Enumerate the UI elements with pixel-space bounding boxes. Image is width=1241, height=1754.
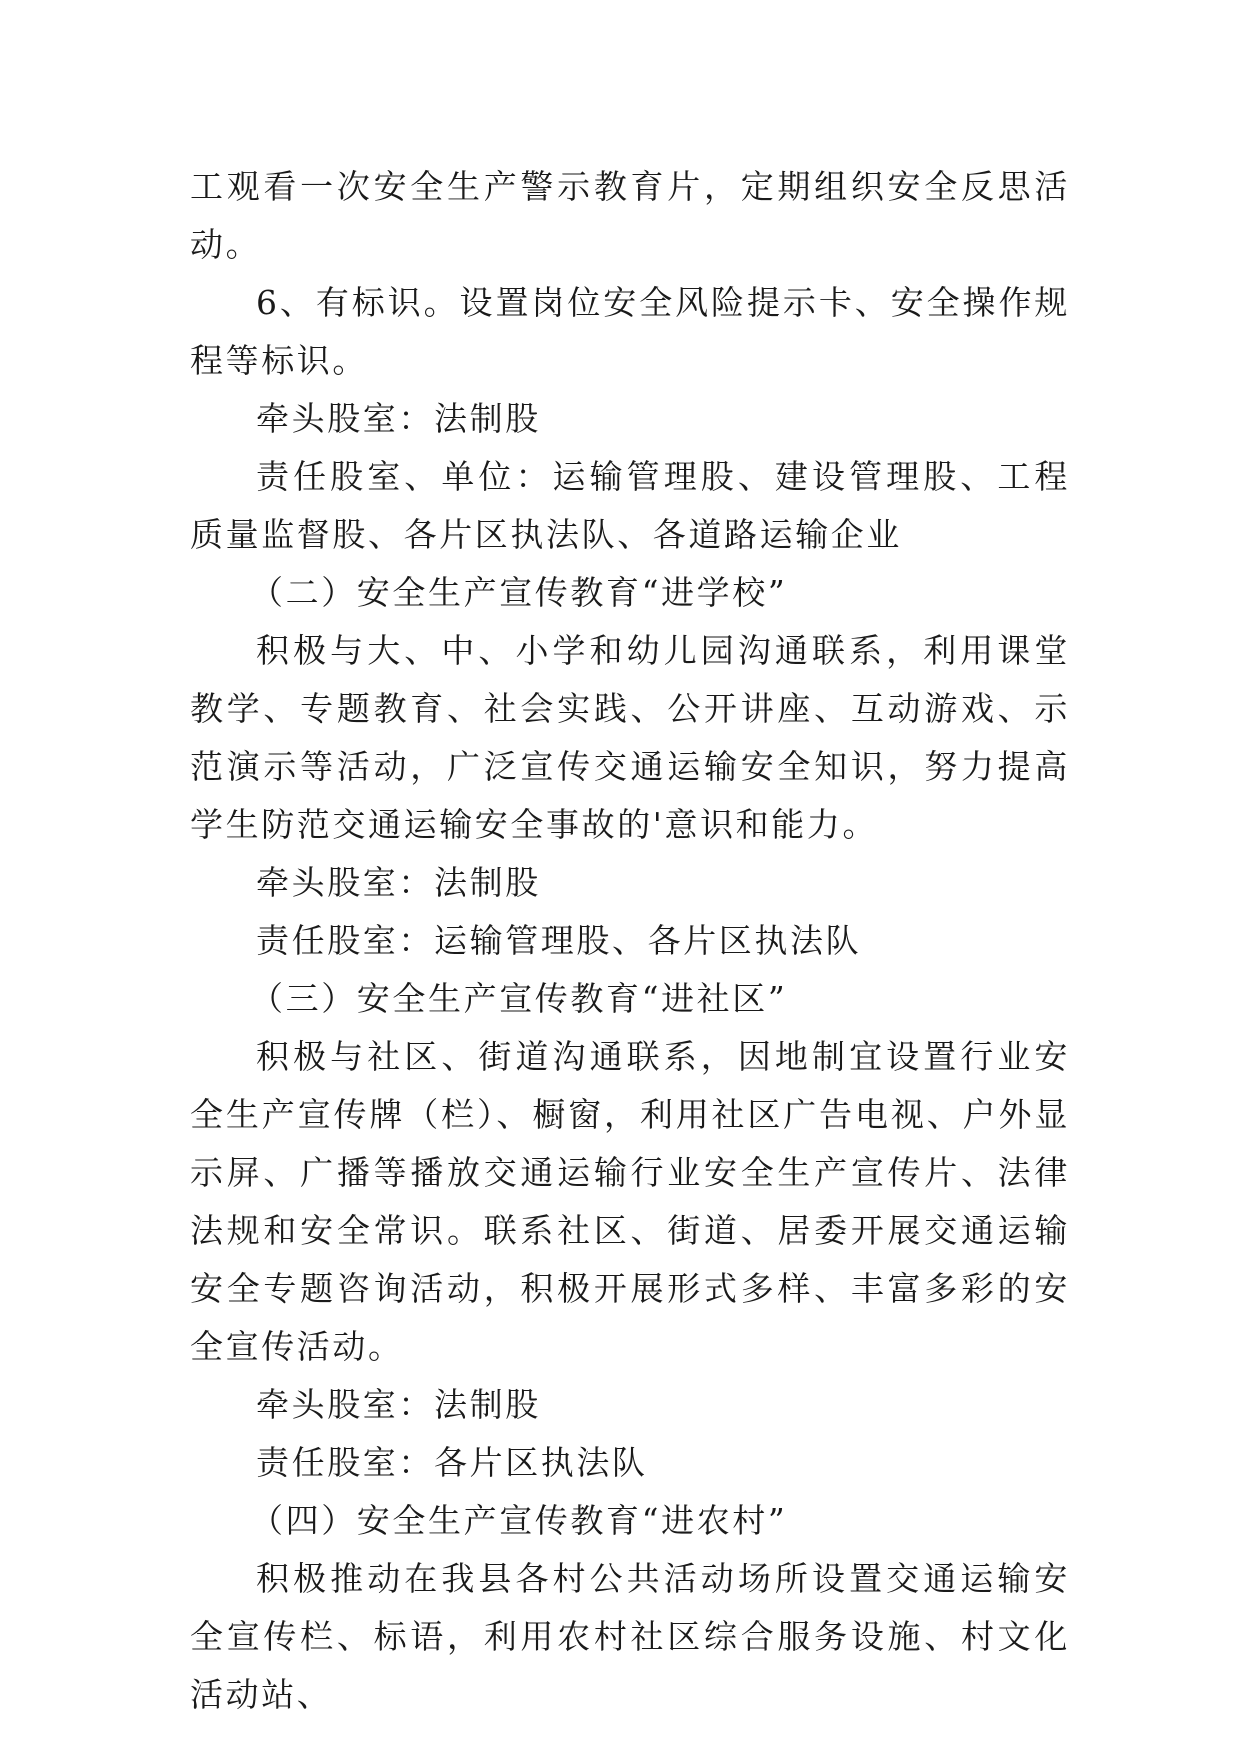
lead-office-line: 牵头股室：法制股 [256, 863, 541, 902]
paragraph-schools: 积极与大、中、小学和幼儿园沟通联系，利用课堂教学、专题教育、社会实践、公开讲座、互动游戏、示范演示等活动，广泛宣传交通运输安全知识，努力提高学生防范交通运输安全事故的'意识和能力。 [190, 631, 1070, 844]
responsible-office-line: 责任股室：各片区执法队 [256, 1443, 648, 1482]
paragraph-continued: 工观看一次安全生产警示教育片，定期组织安全反思活动。 [190, 167, 1070, 264]
responsible-office-line: 责任股室：运输管理股、各片区执法队 [256, 921, 862, 960]
lead-office-line: 牵头股室：法制股 [256, 1385, 541, 1424]
paragraph-community: 积极与社区、街道沟通联系，因地制宜设置行业安全生产宣传牌（栏）、橱窗，利用社区广告电视、户外显示屏、广播等播放交通运输行业安全生产宣传片、法律法规和安全常识。联系社区、街道、居委开展交通运输安全专题咨询活动，积极开展形式多样、丰富多彩的安全宣传活动。 [190, 1037, 1070, 1366]
section-heading-rural: （四）安全生产宣传教育“进农村” [250, 1501, 788, 1540]
paragraph-rural: 积极推动在我县各村公共活动场所设置交通运输安全宣传栏、标语，利用农村社区综合服务设施、村文化活动站、 [190, 1559, 1070, 1714]
lead-office-line: 牵头股室：法制股 [256, 399, 541, 438]
responsible-units-line: 责任股室、单位：运输管理股、建设管理股、工程质量监督股、各片区执法队、各道路运输企业 [190, 457, 1070, 554]
document-page [190, 158, 1070, 1724]
paragraph-item-6-signage: 6、有标识。设置岗位安全风险提示卡、安全操作规程等标识。 [190, 283, 1070, 380]
section-heading-schools: （二）安全生产宣传教育“进学校” [250, 573, 788, 612]
section-heading-community: （三）安全生产宣传教育“进社区” [250, 979, 788, 1018]
